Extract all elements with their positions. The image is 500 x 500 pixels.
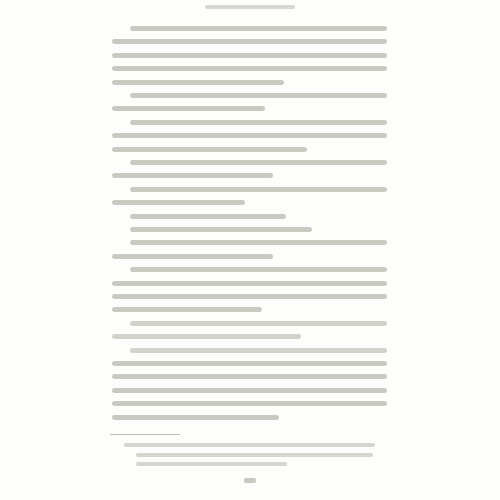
- footnote-divider: [110, 434, 180, 435]
- text-line: [112, 281, 387, 286]
- text-line: [112, 147, 307, 152]
- text-line: [112, 334, 301, 339]
- text-line: [130, 187, 387, 192]
- text-line: [112, 39, 387, 44]
- text-line: [112, 173, 273, 178]
- text-line: [112, 80, 284, 85]
- text-line: [112, 401, 387, 406]
- text-line: [112, 106, 265, 111]
- text-line: [112, 361, 387, 366]
- text-line: [112, 66, 387, 71]
- running-head: [110, 4, 390, 10]
- text-line: [112, 388, 387, 393]
- text-line: [112, 294, 387, 299]
- footnote-line: [136, 462, 287, 466]
- text-line: [112, 53, 387, 58]
- text-line: [112, 415, 279, 420]
- text-line: [130, 214, 286, 219]
- page-number-mark: [244, 478, 256, 483]
- page-number: [0, 474, 500, 488]
- text-line: [130, 348, 387, 353]
- text-line: [130, 160, 387, 165]
- text-line: [112, 200, 245, 205]
- footnote-line: [124, 443, 375, 447]
- text-line: [130, 267, 387, 272]
- text-line: [130, 120, 387, 125]
- text-line: [130, 26, 387, 31]
- text-line: [112, 133, 387, 138]
- running-head-text: [205, 5, 295, 9]
- text-line: [130, 321, 387, 326]
- text-line: [112, 374, 387, 379]
- footnote-line: [136, 453, 373, 457]
- text-line: [130, 240, 387, 245]
- text-line: [130, 93, 387, 98]
- text-line: [130, 227, 312, 232]
- text-line: [112, 307, 262, 312]
- text-line: [112, 254, 273, 259]
